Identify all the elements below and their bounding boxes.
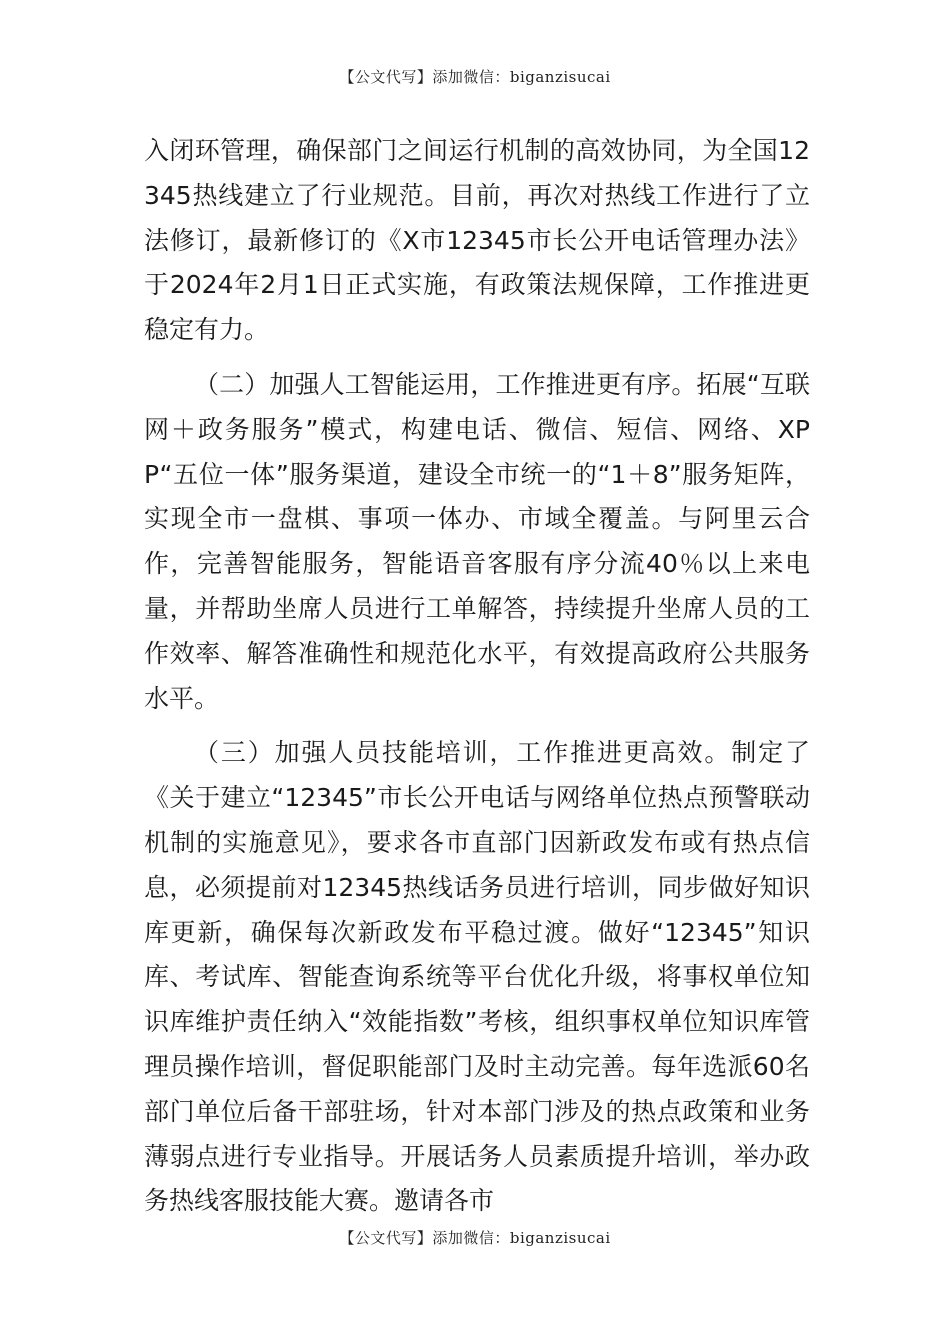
paragraph-continuation: 入闭环管理，确保部门之间运行机制的高效协同，为全国12345热线建立了行业规范。目前，再次对热线工作进行了立法修订，最新修订的《X市12345市长公开电话管理办法》于2024年2月1日正式实施，有政策法规保障，工作推进更稳定有力。 xyxy=(144,136,810,345)
document-body xyxy=(144,129,810,1234)
page-header: 【公文代写】添加微信：biganzisucai xyxy=(339,68,611,86)
page-footer: 【公文代写】添加微信：biganzisucai xyxy=(339,1229,611,1247)
paragraph-section-3: （三）加强人员技能培训，工作推进更高效。制定了《关于建立“12345”市长公开电话与网络单位热点预警联动机制的实施意见》，要求各市直部门因新政发布或有热点信息，必须提前对12345热线话务员进行培训，同步做好知识库更新，确保每次新政发布平稳过渡。做好“12345”知识库、考试库、智能查询系统等平台优化升级，将事权单位知识库维护责任纳入“效能指数”考核，组织事权单位知识库管理员操作培训，督促职能部门及时主动完善。每年选派60名部门单位后备干部驻场，针对本部门涉及的热点政策和业务薄弱点进行专业指导。开展话务人员素质提升培训，举办政务热线客服技能大赛。邀请各市 xyxy=(144,738,810,1216)
paragraph-section-2: （二）加强人工智能运用，工作推进更有序。拓展“互联网＋政务服务”模式，构建电话、微信、短信、网络、XPP“五位一体”服务渠道，建设全市统一的“1＋8”服务矩阵，实现全市一盘棋、事项一体办、市域全覆盖。与阿里云合作，完善智能服务，智能语音客服有序分流40％以上来电量，并帮助坐席人员进行工单解答，持续提升坐席人员的工作效率、解答准确性和规范化水平，有效提高政府公共服务水平。 xyxy=(144,369,810,713)
